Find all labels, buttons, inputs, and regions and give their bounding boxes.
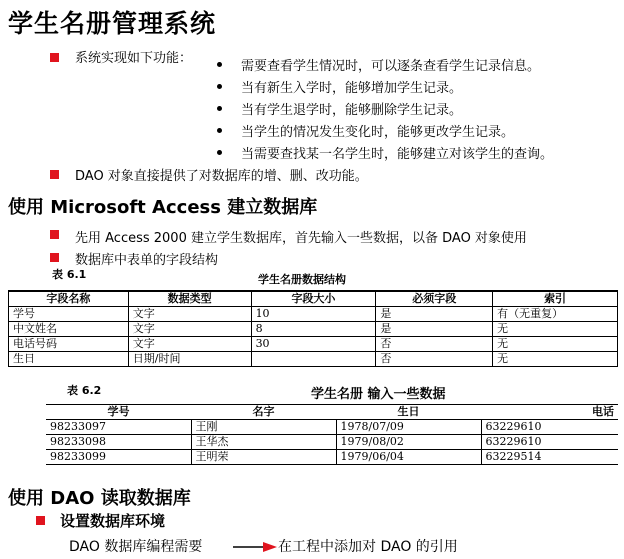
- feature-item: 需要查看学生情况时，可以逐条查看学生记录信息。: [241, 59, 541, 74]
- bullet-dot-icon: [217, 128, 222, 133]
- bullet-dot-icon: [217, 84, 222, 89]
- table-cell: 王明荣: [191, 450, 336, 465]
- table-cell: 1979/06/04: [336, 450, 481, 465]
- table-cell: 1979/08/02: [336, 435, 481, 450]
- feature-item: 当有新生入学时，能够增加学生记录。: [241, 81, 463, 96]
- column-header: 生日: [336, 405, 481, 420]
- red-square-bullet-icon: [50, 170, 59, 179]
- table-cell: 有（无重复）: [493, 307, 618, 322]
- table-cell: 王华杰: [191, 435, 336, 450]
- table-cell: 是: [376, 307, 493, 322]
- table-cell: 文字: [128, 337, 251, 352]
- table-cell: 否: [376, 337, 493, 352]
- table2: [46, 404, 618, 465]
- column-header: 字段大小: [251, 291, 376, 307]
- table-cell: 无: [493, 322, 618, 337]
- table-cell: 98233099: [46, 450, 191, 465]
- table-cell: 无: [493, 352, 618, 367]
- table-cell: 生日: [9, 352, 129, 367]
- red-square-bullet-icon: [50, 53, 59, 62]
- column-header: 数据类型: [128, 291, 251, 307]
- table-cell: 10: [251, 307, 376, 322]
- table-row: [9, 307, 618, 322]
- table-cell: 否: [376, 352, 493, 367]
- table-cell: 1978/07/09: [336, 420, 481, 435]
- column-header: 电话: [481, 405, 618, 420]
- dao-note: DAO 对象直接提供了对数据库的增、删、改功能。: [75, 169, 368, 184]
- table-cell: 8: [251, 322, 376, 337]
- red-square-bullet-icon: [50, 253, 59, 262]
- feature-item: 当学生的情况发生变化时，能够更改学生记录。: [241, 125, 515, 140]
- flow-right-text: 在工程中添加对 DAO 的引用: [278, 539, 458, 555]
- table-cell: 中文姓名: [9, 322, 129, 337]
- access-bullet: 数据库中表单的字段结构: [75, 253, 219, 268]
- table-cell: 63229610: [481, 435, 618, 450]
- table1: [8, 290, 618, 367]
- flow-left-text: DAO 数据库编程需要: [69, 539, 203, 555]
- table-header-row: [9, 291, 618, 307]
- table-cell: 是: [376, 322, 493, 337]
- subheading-db-env: 设置数据库环境: [60, 512, 166, 530]
- table-cell: 63229610: [481, 420, 618, 435]
- table-cell: 文字: [128, 322, 251, 337]
- column-header: 索引: [493, 291, 618, 307]
- bullet-dot-icon: [217, 150, 222, 155]
- table1-caption: 学生名册数据结构: [258, 273, 346, 286]
- table-cell: 文字: [128, 307, 251, 322]
- table1-number: 表 6.1: [52, 268, 87, 281]
- table-cell: 无: [493, 337, 618, 352]
- table-cell: 电话号码: [9, 337, 129, 352]
- column-header: 学号: [46, 405, 191, 420]
- red-square-bullet-icon: [36, 516, 45, 525]
- table-cell: 98233098: [46, 435, 191, 450]
- table-cell: 王刚: [191, 420, 336, 435]
- right-arrow-icon: [233, 541, 277, 553]
- bullet-dot-icon: [217, 62, 222, 67]
- table-cell: 日期/时间: [128, 352, 251, 367]
- table2-number: 表 6.2: [67, 384, 102, 397]
- table-row: [46, 435, 618, 450]
- table-row: [46, 420, 618, 435]
- table-row: [9, 322, 618, 337]
- table-header-row: [46, 405, 618, 420]
- table-cell: [251, 352, 376, 367]
- column-header: 名字: [191, 405, 336, 420]
- table-row: [46, 450, 618, 465]
- feature-item: 当有学生退学时，能够删除学生记录。: [241, 103, 463, 118]
- table-row: [9, 337, 618, 352]
- page-title: 学生名册管理系统: [8, 9, 217, 38]
- bullet-dot-icon: [217, 106, 222, 111]
- table-row: [9, 352, 618, 367]
- table-cell: 30: [251, 337, 376, 352]
- access-bullet: 先用 Access 2000 建立学生数据库，首先输入一些数据，以备 DAO 对象使用: [75, 231, 527, 246]
- table-cell: 学号: [9, 307, 129, 322]
- table2-caption: 学生名册 输入一些数据: [311, 387, 446, 402]
- features-label: 系统实现如下功能：: [75, 51, 193, 66]
- table-cell: 63229514: [481, 450, 618, 465]
- section-heading-access: 使用 Microsoft Access 建立数据库: [8, 197, 318, 218]
- section-heading-dao: 使用 DAO 读取数据库: [8, 488, 191, 509]
- feature-item: 当需要查找某一名学生时，能够建立对该学生的查询。: [241, 147, 554, 162]
- red-square-bullet-icon: [50, 230, 59, 239]
- column-header: 必须字段: [376, 291, 493, 307]
- column-header: 字段名称: [9, 291, 129, 307]
- table-cell: 98233097: [46, 420, 191, 435]
